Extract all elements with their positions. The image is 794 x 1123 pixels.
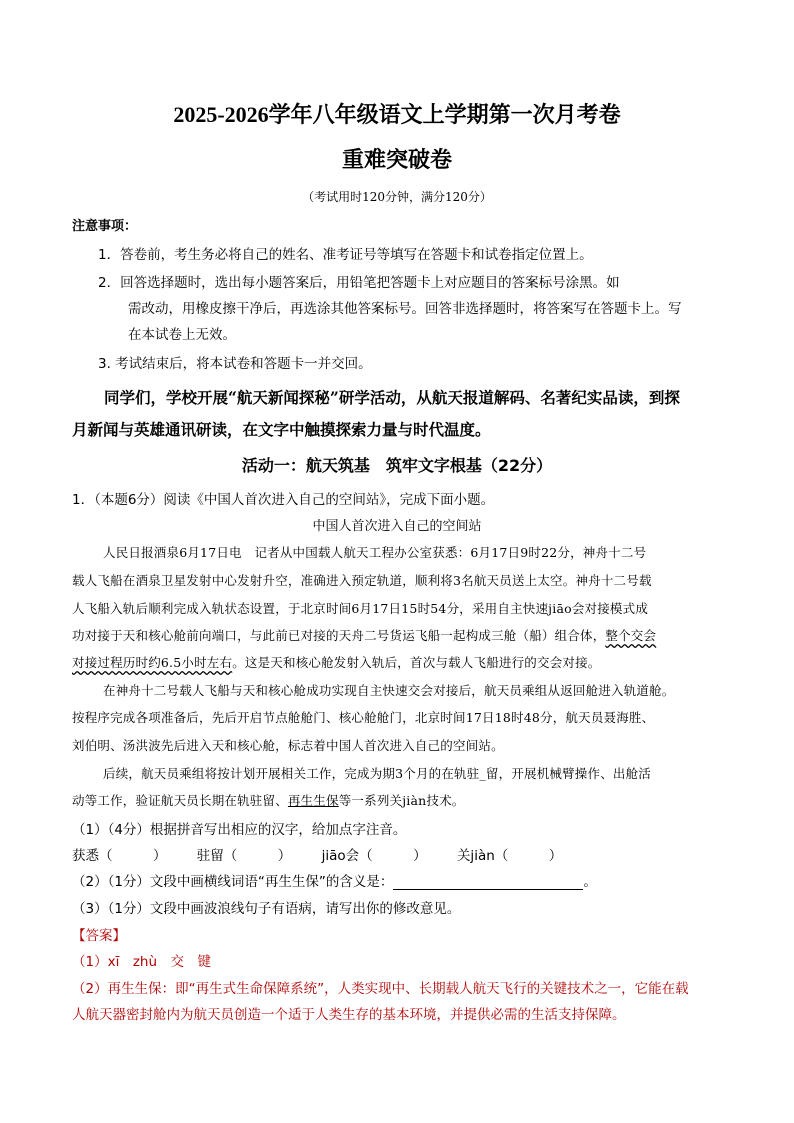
passage-p1-line-4 bbox=[72, 626, 656, 644]
passage-p2-line-1: 在神舟十二号载人飞船与天和核心舱成功实现自主快速交会对接后，航天员乘组从返回舱进入轨道舱。 bbox=[103, 683, 675, 698]
passage-text: 。这是天和核心舱发射入轨后，首次与载人飞船进行的交会对接。 bbox=[232, 655, 601, 670]
activity-heading: 活动一：航天筑基 筑牢文字根基（22分） bbox=[241, 456, 553, 475]
fill-blank-1[interactable]: 获悉（ ） bbox=[72, 848, 167, 864]
fill-blank-3[interactable]: jiāo会（ ） bbox=[321, 848, 427, 864]
sub-question-1: （1）（4分）根据拼音写出相应的汉字，给加点字注音。 bbox=[72, 822, 407, 838]
passage-p1-line-1: 人民日报酒泉6月17日电 记者从中国载人航天工程办公室获悉：6月17日9时22分，神舟十二号 bbox=[103, 545, 647, 560]
fill-blank-4[interactable]: 关jiàn（ ） bbox=[456, 848, 563, 864]
exam-subtitle: 重难突破卷 bbox=[341, 147, 452, 173]
answer-blank-line[interactable] bbox=[393, 875, 583, 890]
passage-p2-line-3: 刘伯明、汤洪波先后进入天和核心舱，标志着中国人首次进入自己的空间站。 bbox=[72, 738, 504, 753]
passage-text: 动等工作，验证航天员长期在轨驻留、 bbox=[72, 793, 288, 808]
exam-title: 2025-2026学年八年级语文上学期第一次月考卷 bbox=[173, 102, 621, 127]
passage-text: 等一系列关jiàn技术。 bbox=[338, 793, 465, 808]
sub-question-2-end: 。 bbox=[583, 874, 597, 890]
underlined-term: 再生生保 bbox=[287, 793, 339, 808]
notice-item-2-line-3: 在本试卷上无效。 bbox=[128, 327, 236, 343]
passage-p1-line-3: 人飞船入轨后顺利完成入轨状态设置，于北京时间6月17日15时54分，采用自主快速jiāo会对接模式成 bbox=[72, 601, 649, 616]
passage-p2-line-2: 按程序完成各项准备后，先后开启节点舱舱门、核心舱舱门，北京时间17日18时48分，航天员聂海胜、 bbox=[72, 710, 655, 725]
answer-1: （1）xī zhù 交 键 bbox=[72, 954, 212, 970]
sub-question-3: （3）（1分）文段中画波浪线句子有语病，请写出你的修改意见。 bbox=[72, 901, 461, 917]
passage-p3-line-1: 后续，航天员乘组将按计划开展相关工作，完成为期3个月的在轨驻_留，开展机械臂操作、出舱活 bbox=[103, 766, 652, 781]
notice-heading: 注意事项： bbox=[72, 219, 138, 234]
notice-item-1: 1．答卷前，考生务必将自己的姓名、准考证号等填写在答题卡和试卷指定位置上。 bbox=[98, 247, 593, 263]
question-1-stem: 1．（本题6分）阅读《中国人首次进入自己的空间站》，完成下面小题。 bbox=[72, 492, 495, 508]
exam-info: （考试用时120分钟，满分120分） bbox=[302, 190, 492, 204]
answer-label: 【答案】 bbox=[72, 928, 126, 944]
notice-item-2-line-2: 需改动，用橡皮擦干净后，再选涂其他答案标号。回答非选择题时，将答案写在答题卡上。写 bbox=[128, 301, 682, 317]
sub-question-2 bbox=[72, 870, 597, 890]
wavy-underlined-sentence: 对接过程历时约6.5小时左右 bbox=[72, 655, 233, 670]
fill-blank-2[interactable]: 驻留（ ） bbox=[196, 848, 292, 864]
intro-line-1: 同学们，学校开展“航天新闻探秘”研学活动，从航天报道解码、名著纪实品读，到探 bbox=[104, 388, 680, 407]
notice-item-3: 3. 考试结束后，将本试卷和答题卡一并交回。 bbox=[98, 356, 372, 372]
notice-item-2-line-1: 2．回答选择题时，选出每小题答案后，用铅笔把答题卡上对应题目的答案标号涂黑。如 bbox=[98, 275, 620, 291]
intro-line-2: 月新闻与英雄通讯研读，在文字中触摸探索力量与时代温度。 bbox=[72, 420, 491, 439]
passage-p3-line-2 bbox=[72, 791, 465, 809]
answer-2-line-2: 人航天器密封舱内为航天员创造一个适于人类生存的基本环境，并提供必需的生活支持保障。 bbox=[72, 1007, 626, 1023]
sub-question-2-text: （2）（1分）文段中画横线词语“再生生保”的含义是： bbox=[72, 874, 394, 890]
passage-p1-line-2: 载人飞船在酒泉卫星发射中心发射升空，准确进入预定轨道，顺利将3名航天员送上太空。神舟十二号载 bbox=[72, 573, 652, 588]
answer-2-line-1: （2）再生生保：即“再生式生命保障系统”，人类实现中、长期载人航天飞行的关键技术之一，它能在载 bbox=[72, 981, 689, 997]
passage-title: 中国人首次进入自己的空间站 bbox=[312, 519, 482, 534]
wavy-underlined-sentence: 整个交会 bbox=[605, 628, 657, 643]
fill-in-row bbox=[72, 844, 562, 864]
passage-p1-line-5 bbox=[72, 653, 601, 671]
passage-text: 功对接于天和核心舱前向端口，与此前已对接的天舟二号货运飞船一起构成三舱（船）组合体， bbox=[72, 628, 606, 643]
